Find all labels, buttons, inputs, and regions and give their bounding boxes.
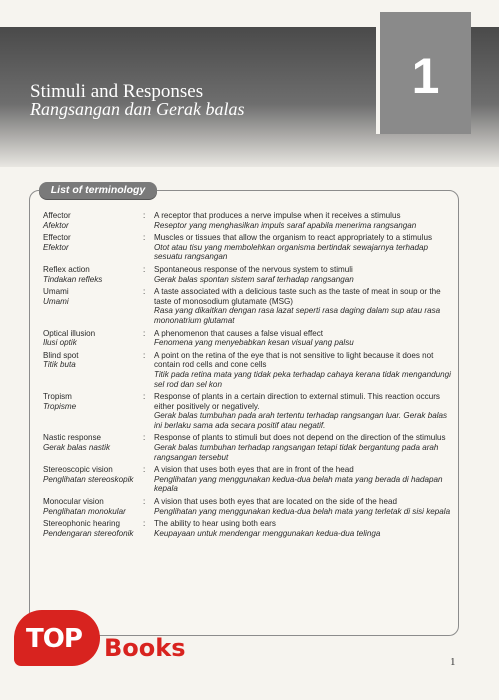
chapter-title-english: Stimuli and Responses: [30, 81, 204, 102]
term-entry: [43, 211, 453, 230]
term-malay: Tindakan refleks: [43, 274, 103, 284]
separator-colon: :: [143, 465, 146, 475]
logo-text-books: Books: [104, 634, 186, 662]
term-entry: [43, 519, 453, 538]
term-malay: Penglihatan monokular: [43, 506, 126, 516]
definition-english: A taste associated with a delicious taste such as the taste of meat in soup or the taste of monosodium glutamate (MSG): [154, 287, 441, 306]
term-entry: [43, 233, 453, 262]
terminology-list: [43, 211, 453, 541]
definition-english: A vision that uses both eyes that are in front of the head: [154, 465, 354, 475]
term-entry: [43, 287, 453, 325]
term-entry: [43, 433, 453, 462]
definition-malay: Keupayaan untuk mendengar menggunakan kedua-dua telinga: [154, 528, 381, 538]
page-number: 1: [450, 656, 456, 668]
term-english: Umami: [43, 287, 69, 297]
term-english: Effector: [43, 233, 71, 243]
term-english: Reflex action: [43, 264, 90, 274]
term-malay: Afektor: [43, 220, 69, 230]
definition-malay: Gerak balas tumbuhan pada arah tertentu terhadap rangsangan luar. Gerak balas ini berlaku sama ada secara positif atau negatif.: [154, 411, 448, 430]
separator-colon: :: [143, 264, 146, 274]
term-english: Tropism: [43, 392, 72, 402]
definition-english: Muscles or tissues that allow the organism to react appropriately to a stimulus: [154, 233, 433, 243]
term-malay: Ilusi optik: [43, 338, 77, 348]
separator-colon: :: [143, 233, 146, 243]
terminology-heading-tab: [39, 182, 157, 199]
term-entry: [43, 497, 453, 516]
term-malay: Gerak balas nastik: [43, 443, 111, 453]
definition-malay: Gerak balas tumbuhan terhadap rangsangan tetapi tidak bergantung pada arah rangsangan tersebut: [154, 443, 439, 462]
term-entry: [43, 465, 453, 494]
term-english: Stereophonic hearing: [43, 519, 120, 529]
definition-english: Response of plants to stimuli but does not depend on the direction of the stimulus: [154, 433, 446, 443]
term-english: Monocular vision: [43, 497, 104, 507]
term-malay: Umami: [43, 296, 69, 306]
logo-text-top: TOP: [26, 624, 82, 654]
term-malay: Efektor: [43, 242, 69, 252]
term-entry: [43, 351, 453, 389]
separator-colon: :: [143, 392, 146, 402]
term-english: Affector: [43, 211, 71, 220]
definition-malay: Penglihatan yang menggunakan kedua-dua belah mata yang berada di hadapan kepala: [154, 474, 443, 494]
definition-english: A point on the retina of the eye that is not sensitive to light because it does not contain rod cells and cone cells: [154, 350, 434, 370]
definition-malay: Rasa yang dikaitkan dengan rasa lazat seperti rasa daging dalam sup atau rasa mononatrium glutamat: [154, 306, 441, 325]
definition-malay: Reseptor yang menghasilkan impuls saraf apabila menerima rangsangan: [154, 220, 417, 230]
term-english: Stereoscopic vision: [43, 465, 113, 475]
term-english: Nastic response: [43, 433, 102, 443]
terminology-heading: List of terminology: [50, 184, 146, 196]
term-malay: Penglihatan stereoskopik: [43, 474, 134, 484]
separator-colon: :: [143, 433, 146, 443]
topbooks-watermark-logo: [14, 610, 214, 670]
separator-colon: :: [143, 350, 146, 360]
definition-malay: Gerak balas spontan sistem saraf terhadap rangsangan: [154, 274, 354, 284]
definition-malay: Penglihatan yang menggunakan kedua-dua belah mata yang terletak di sisi kepala: [154, 506, 451, 516]
definition-english: A vision that uses both eyes that are located on the side of the head: [154, 497, 397, 507]
definition-english: The ability to hear using both ears: [154, 519, 276, 529]
term-entry: [43, 265, 453, 284]
chapter-title-malay: Rangsangan dan Gerak balas: [30, 99, 245, 119]
term-entry: [43, 329, 453, 348]
separator-colon: :: [143, 497, 146, 507]
separator-colon: :: [143, 211, 146, 220]
definition-malay: Fenomena yang menyebabkan kesan visual yang palsu: [154, 338, 354, 348]
definition-malay: Titik pada retina mata yang tidak peka terhadap cahaya kerana tidak mengandungi sel rod dan sel kon: [154, 369, 451, 389]
term-malay: Titik buta: [43, 360, 76, 370]
term-entry: [43, 392, 453, 430]
term-english: Blind spot: [43, 350, 79, 360]
term-malay: Pendengaran stereofonik: [43, 528, 134, 538]
separator-colon: :: [143, 287, 146, 297]
term-malay: Tropisme: [43, 401, 77, 411]
definition-english: Spontaneous response of the nervous system to stimuli: [154, 264, 353, 274]
separator-colon: :: [143, 519, 146, 529]
definition-english: A receptor that produces a nerve impulse when it receives a stimulus: [154, 211, 401, 220]
term-english: Optical illusion: [43, 328, 96, 338]
chapter-number-box: [376, 12, 471, 134]
definition-english: A phenomenon that causes a false visual effect: [154, 328, 324, 338]
chapter-number: 1: [411, 48, 440, 104]
definition-malay: Otot atau tisu yang membolehkan organisma bertindak sewajarnya terhadap sesuatu rangsangan: [154, 242, 428, 262]
separator-colon: :: [143, 328, 146, 338]
definition-english: Response of plants in a certain direction to external stimuli. This reaction occurs either positively or negatively.: [154, 392, 440, 411]
